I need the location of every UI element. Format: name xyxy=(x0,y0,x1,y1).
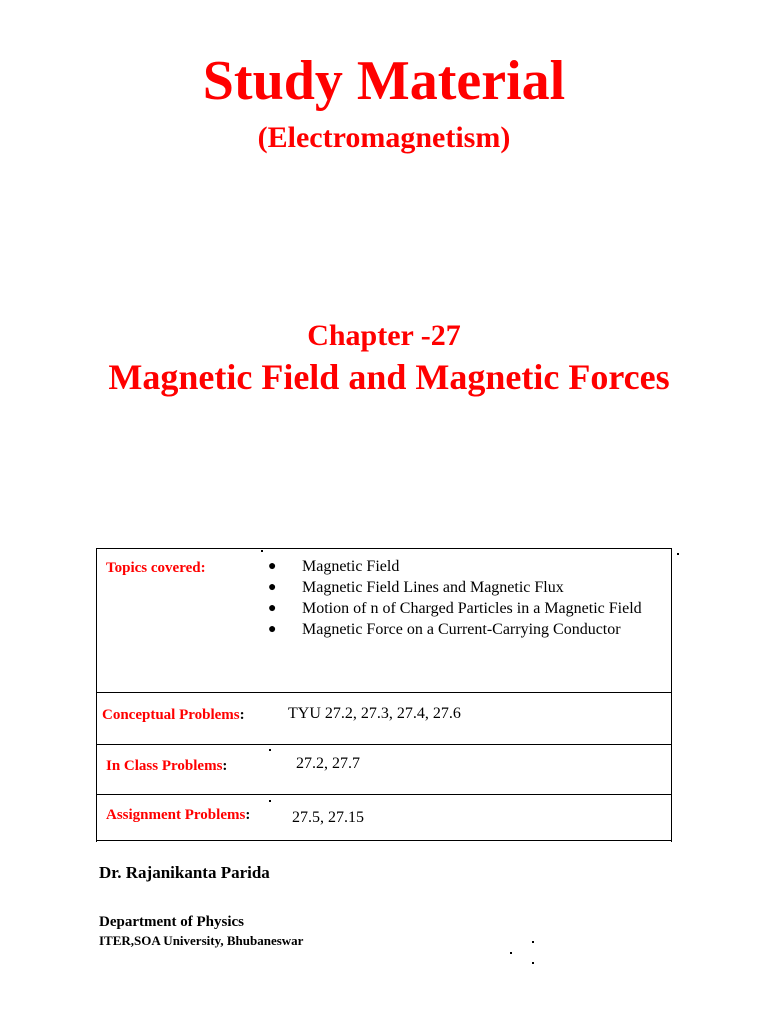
conceptual-problems-value: TYU 27.2, 27.3, 27.4, 27.6 xyxy=(288,705,461,722)
artifact-dot xyxy=(269,749,271,751)
department: Department of Physics xyxy=(99,914,244,930)
artifact-dot xyxy=(532,941,534,943)
list-item xyxy=(264,577,664,598)
list-item xyxy=(264,619,664,640)
table-divider xyxy=(96,692,671,693)
topic-text: Magnetic Force on a Current-Carrying Conductor xyxy=(302,621,621,638)
table-divider xyxy=(96,840,671,841)
chapter-number: Chapter -27 xyxy=(307,319,461,352)
bullet-icon: ● xyxy=(268,601,277,616)
topic-text: Motion of n of Charged Particles in a Magnetic Field xyxy=(302,600,642,617)
chapter-title: Magnetic Field and Magnetic Forces xyxy=(108,357,670,397)
page-subtitle: (Electromagnetism) xyxy=(257,121,511,154)
artifact-dot xyxy=(261,550,263,552)
artifact-dot xyxy=(677,553,679,555)
topics-covered-label: Topics covered: xyxy=(106,560,206,576)
list-item xyxy=(264,598,664,619)
assignment-problems-label: Assignment Problems: xyxy=(106,807,251,823)
artifact-dot xyxy=(269,800,271,802)
bullet-icon: ● xyxy=(268,559,277,574)
conceptual-problems-label: Conceptual Problems: xyxy=(102,707,245,723)
table-divider xyxy=(96,744,671,745)
topics-list xyxy=(264,556,664,640)
in-class-problems-value: 27.2, 27.7 xyxy=(296,755,360,772)
artifact-dot xyxy=(532,962,534,964)
topic-text: Magnetic Field xyxy=(302,558,400,575)
bullet-icon: ● xyxy=(268,580,277,595)
assignment-problems-value: 27.5, 27.15 xyxy=(292,809,364,826)
list-item xyxy=(264,556,664,577)
author-name: Dr. Rajanikanta Parida xyxy=(99,863,270,882)
bullet-icon: ● xyxy=(268,622,277,637)
topic-text: Magnetic Field Lines and Magnetic Flux xyxy=(302,579,564,596)
in-class-problems-label: In Class Problems: xyxy=(106,758,228,774)
artifact-dot xyxy=(510,952,512,954)
table-divider xyxy=(96,794,671,795)
institution: ITER,SOA University, Bhubaneswar xyxy=(99,933,304,948)
page-title: Study Material xyxy=(202,50,566,112)
